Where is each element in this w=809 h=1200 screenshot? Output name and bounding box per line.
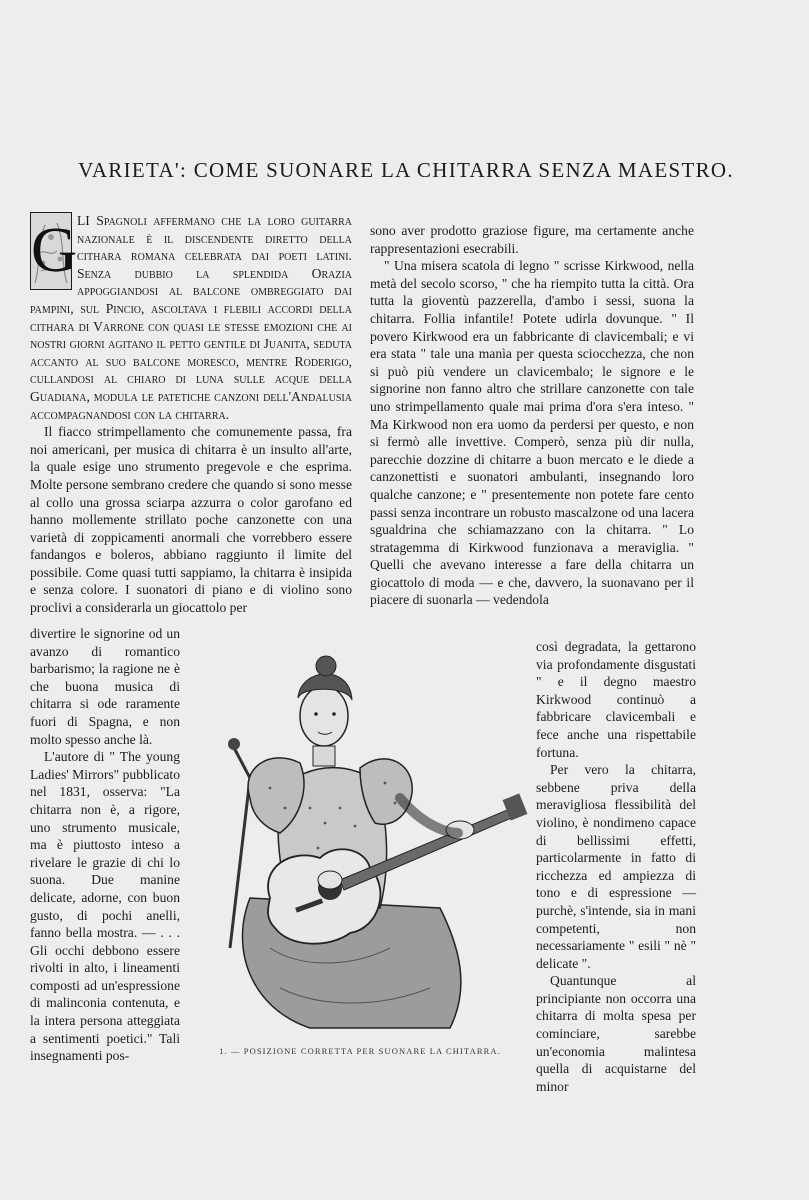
paragraph-9: Quantunque al principiante non occorra una chitarra di molta spesa per cominciare, sarebbe un'economia malintesa quella di acquistarne del minor bbox=[536, 973, 696, 1094]
dropcap-letter: G bbox=[31, 214, 78, 285]
figure-caption: 1. — POSIZIONE CORRETTA PER SUONARE LA CHITARRA. bbox=[219, 1046, 501, 1056]
column-left-top bbox=[30, 212, 352, 617]
paragraph-2: Il fiacco strimpellamento che comunemente passa, fra noi americani, per musica di chitarra è un insulto all'arte, la quale esige uno strumento pregevole e che esprima. Molte persone sembrano credere che quando si sono messe al collo una grossa sciarpa azzurra o color garofano ed hanno mollemente strillato poche canzonette con una varietà di zoppicamenti anormali che vorrebbero essere fandangos e boleros, abbiano raggiunto il limite del possibile. Come quasi tutti sappiamo, la chitarra è insipida e senza colore. I suonatori di piano e di violino sono proclivi a considerarla un giocattolo per bbox=[30, 424, 352, 616]
paragraph-6: " Una misera scatola di legno " scrisse Kirkwood, nella metà del secolo scorso, " che ha riempito tutta la città. Ora tutta la gioventù pazzerella, d'ambo i sessi, suona la chitarra. Follia infantile! Potete udirla dovunque. " Il povero Kirkwood era un fabbricante di clavicembali; e vi era stata " tale una manìa per questa sciocchezza, che non si può più vendere un clavicembalo; le signore e le signorine non fanno altro che strillare canzonette con tale uno strimpellamento quale mai prima d'ora s'era inteso. " Ma Kirkwood non era uomo da perdersi per questo, e non si fermò alle invettive. Comperò, senza più dir nulla, parecchie dozzine di chitarre a buon mercato e le diede a canzonettisti e suonatori ambulanti, insegnando loro qualche canzone; e " presentemente non potete fare cento passi senza incontrare un robusto mascalzone od una lacera sgualdrina che schiamazzano con la chitarra. " Lo stratagemma di Kirkwood funzionava a meraviglia. " Quelli che avevano interesse a fare della chitarra un giocattolo di moda — e che, davvero, la suonavano per il piacere di suonarla — vedendola bbox=[370, 258, 694, 608]
paragraph-3: divertire le signorine od un avanzo di romantico barbarismo; la ragione ne è che buona musica di chitarra si ode raramente fuori di Spagna, e non molto spesso anche là. bbox=[30, 626, 180, 747]
woman-playing-guitar-engraving bbox=[190, 648, 530, 1033]
column-right-bottom bbox=[536, 638, 696, 1095]
column-right-top bbox=[370, 222, 694, 609]
paragraph-4: L'autore di " The young Ladies' Mirrors" pubblicato nel 1831, osserva: "La chitarra non è, a rigore, uno strumento musicale, ma è piuttosto inteso a rivelare le grazie di chi lo suona. Due manine delicate, adorne, con buon gusto, di pochi anelli, fanno bella mostra. — . . . Gli occhi debbono essere rivolti in alto, i lineamenti composti ad un'espressione di malinconia contenuta, e la intera persona atteggiata a sentimenti poetici." Tali insegnamenti pos- bbox=[30, 749, 180, 1064]
column-left-bottom bbox=[30, 625, 180, 1065]
paragraph-1: LI Spagnoli affermano che la loro guitarra nazionale è il discendente diretto della cithara romana celebrata dai poeti latini. Senza dubbio la splendida Orazia appoggiandosi al balcone ombreggiato dai pampini, sul Pincio, ascoltava i flebili accordi della cithara di Varrone con quasi le stesse emozioni che ai nostri giorni agitano il petto gentile di Juanita, seduta accanto al suo balcone moresco, mentre Roderigo, cullandosi al chiaro di luna sulle acque della Guadiana, modula le patetiche canzoni dell'Andalusia accompagnandosi con la chitarra. bbox=[30, 213, 352, 422]
paragraph-7: così degradata, la gettarono via profondamente disgustati " e il degno maestro Kirkwood continuò a fabbricare clavicembali e fece anche una rispettabile fortuna. bbox=[536, 639, 696, 760]
guitar-player-illustration bbox=[190, 648, 530, 1033]
paragraph-8: Per vero la chitarra, sebbene priva della meravigliosa flessibilità del violino, è nondimeno capace di bellissimi effetti, particolarmente in fatto di ricchezza ed ampiezza di tono e di espressione — purchè, s'intende, sia in mani competenti, non necessariamente " esili " nè " delicate ". bbox=[536, 762, 696, 971]
paragraph-5: sono aver prodotto graziose figure, ma certamente anche rappresentazioni esecrabili. bbox=[370, 223, 694, 256]
ornamental-dropcap bbox=[30, 212, 78, 290]
article-title: VARIETA': COME SUONARE LA CHITARRA SENZA MAESTRO. bbox=[78, 158, 734, 182]
